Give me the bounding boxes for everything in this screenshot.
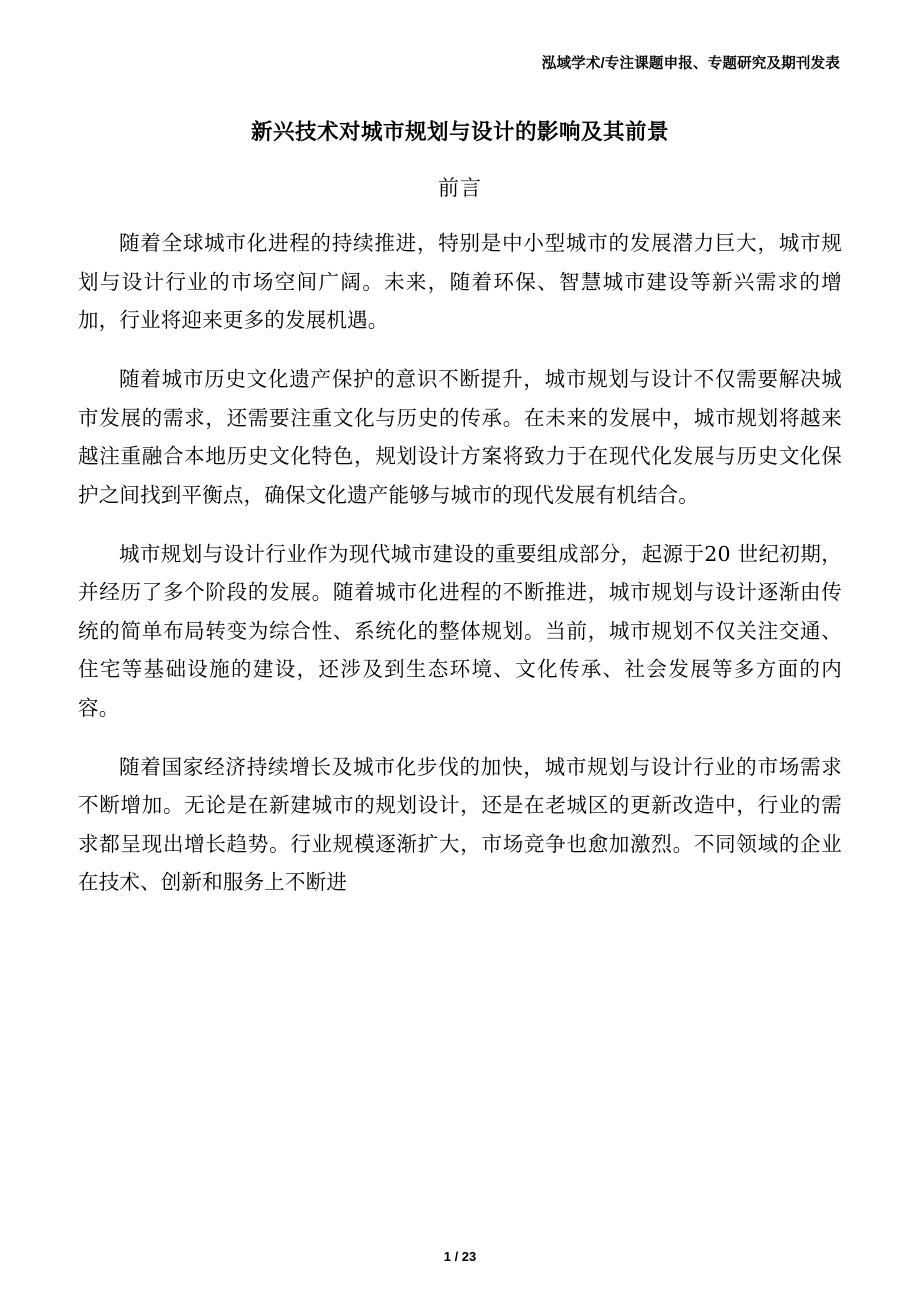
section-heading: 前言 [438,176,482,200]
paragraph: 随着全球城市化进程的持续推进，特别是中小型城市的发展潜力巨大，城市规划与设计行业的市场空间广阔。未来，随着环保、智慧城市建设等新兴需求的增加，行业将迎来更多的发展机遇。 [78,231,842,333]
paragraph: 随着城市历史文化遗产保护的意识不断提升，城市规划与设计不仅需要解决城市发展的需求，还需要注重文化与历史的传承。在未来的发展中，城市规划将越来越注重融合本地历史文化特色，规划设计方案将致力于在现代化发展与历史文化保护之间找到平衡点，确保文化遗产能够与城市的现代发展有机结合。 [78,367,842,507]
page-number: 1 / 23 [443,1249,477,1264]
page-title: 新兴技术对城市规划与设计的影响及其前景 [250,120,669,144]
paragraph: 随着国家经济持续增长及城市化步伐的加快，城市规划与设计行业的市场需求不断增加。无论是在新建城市的规划设计，还是在老城区的更新改造中，行业的需求都呈现出增长趋势。行业规模逐渐扩大，市场竞争也愈加激烈。不同领域的企业在技术、创新和服务上不断进 [78,754,842,895]
page-header-watermark: 泓域学术/专注课题申报、专题研究及期刊发表 [541,56,840,72]
paragraph: 城市规划与设计行业作为现代城市建设的重要组成部分，起源于20 世纪初期，并经历了多个阶段的发展。随着城市化进程的不断推进，城市规划与设计逐渐由传统的简单布局转变为综合性、系统化的整体规划。当前，城市规划不仅关注交通、住宅等基础设施的建设，还涉及到生态环境、文化传承、社会发展等多方面的内容。 [78,541,842,720]
